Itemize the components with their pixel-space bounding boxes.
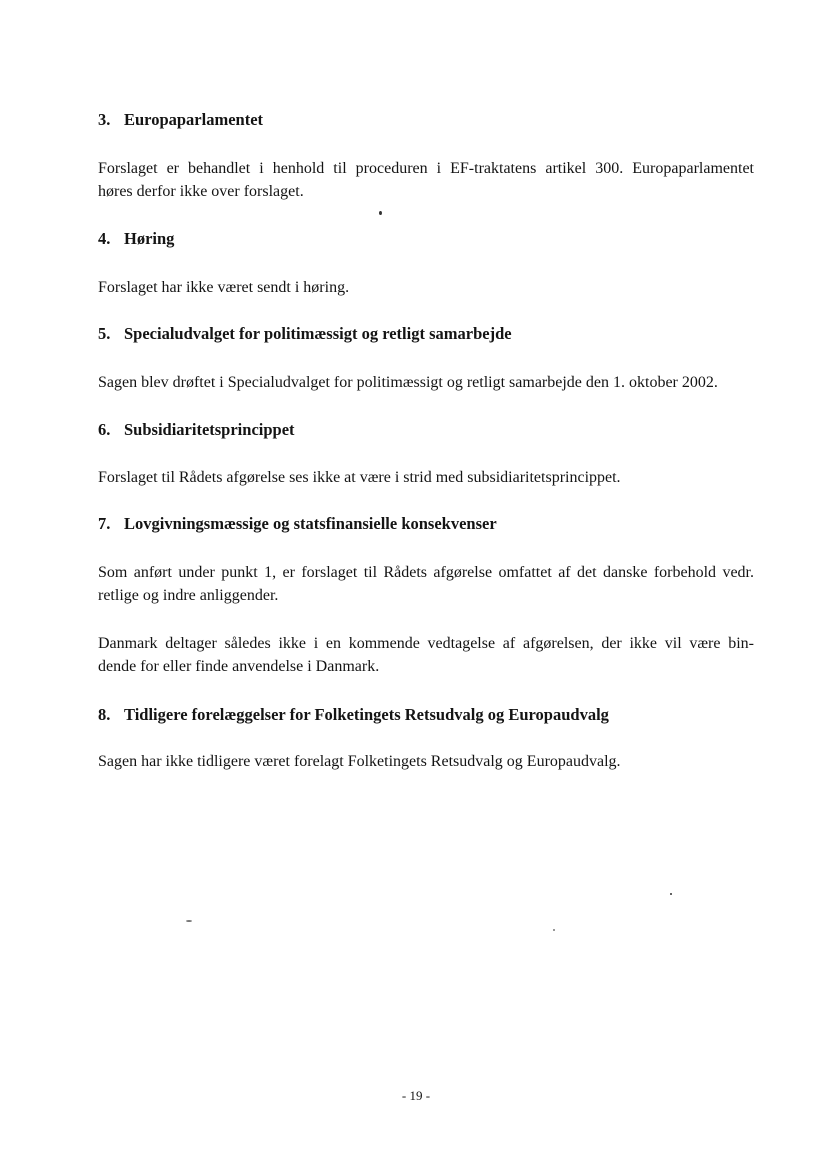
paragraph-line: Sagen har ikke tidligere været forelagt Folketingets Retsudvalg og Europaudvalg. [98,753,621,770]
section-6-paragraph-1 [98,466,754,489]
section-number: 3. [98,110,111,129]
section-number: 6. [98,420,111,439]
scan-speck [670,893,672,895]
paragraph-line: retlige og indre anliggender. [98,587,279,604]
paragraph-line: Danmark deltager således ikke i en kommende vedtagelse af afgørelsen, der ikke vil være bin- [98,635,754,652]
section-number: 5. [98,324,111,343]
paragraph-line: Som anført under punkt 1, er forslaget til Rådets afgørelse omfattet af det danske forbehold vedr. [98,564,754,581]
section-7-paragraph-1 [98,561,754,607]
section-number: 4. [98,229,111,248]
section-4-paragraph-1 [98,276,754,299]
section-number: 7. [98,514,111,533]
section-3-paragraph-1 [98,157,754,203]
section-title: Specialudvalget for politimæssigt og retligt samarbejde [124,324,512,343]
section-heading-8 [98,705,609,725]
section-heading-5 [98,324,512,344]
section-heading-6 [98,420,295,440]
paragraph-line: Forslaget har ikke været sendt i høring. [98,279,350,296]
paragraph-line: Forslaget er behandlet i henhold til proceduren i EF-traktatens artikel 300. Europaparlamentet [98,160,754,177]
section-number: 8. [98,705,111,724]
section-7-paragraph-2 [98,632,754,678]
section-title: Europaparlamentet [124,110,264,129]
section-title: Subsidiaritetsprincippet [124,420,295,439]
paragraph-line: Sagen blev drøftet i Specialudvalget for politimæssigt og retligt samarbejde den 1. oktober 2002. [98,374,718,391]
paragraph-line: høres derfor ikke over forslaget. [98,183,304,200]
section-heading-7 [98,514,497,534]
paragraph-line: Forslaget til Rådets afgørelse ses ikke at være i strid med subsidiaritetsprincippet. [98,469,621,486]
section-8-paragraph-1 [98,750,754,773]
scan-speck [553,929,555,931]
paragraph-line: dende for eller finde anvendelse i Danmark. [98,658,380,675]
section-heading-3 [98,110,263,130]
section-title: Høring [124,229,175,248]
section-5-paragraph-1 [98,371,754,394]
section-heading-4 [98,229,174,249]
section-title: Lovgivningsmæssige og statsfinansielle konsekvenser [124,514,497,533]
scan-speck [186,920,192,922]
section-title: Tidligere forelæggelser for Folketingets Retsudvalg og Europaudvalg [124,705,609,724]
scan-speck [379,211,382,215]
page-number: - 19 - [401,1088,431,1103]
